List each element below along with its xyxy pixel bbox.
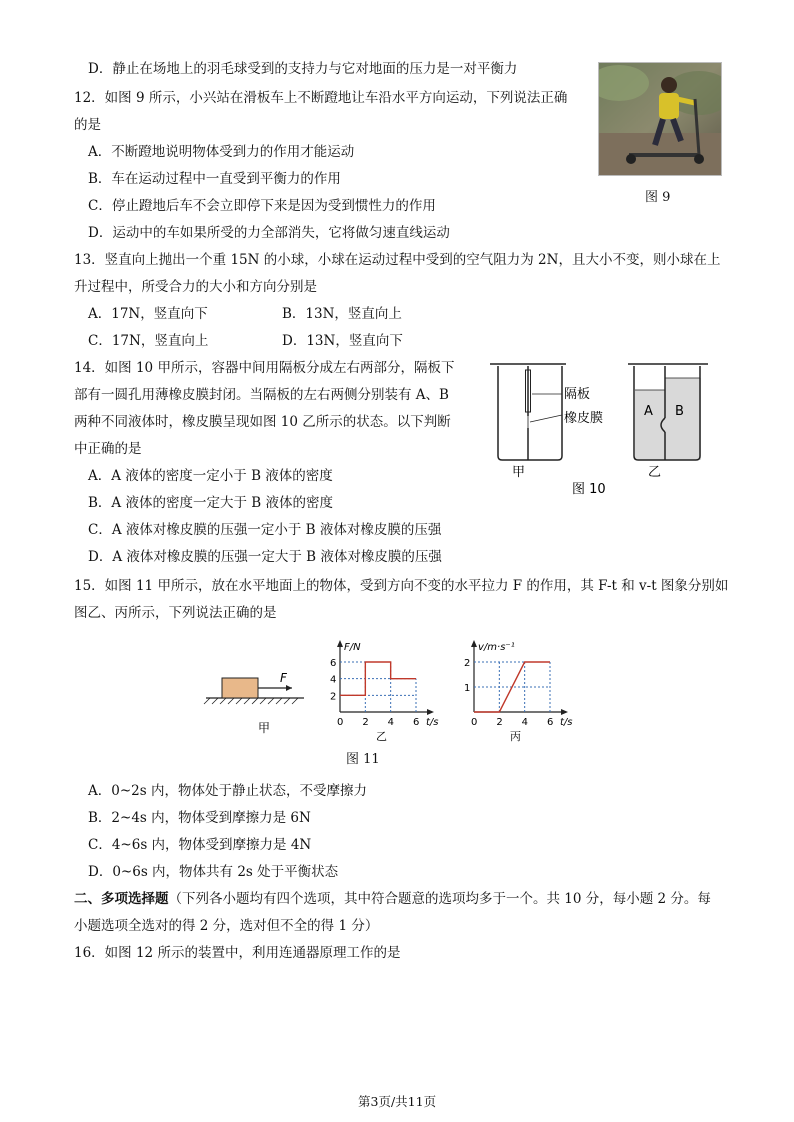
q13-option-a: A．17N，竖直向下 [88, 306, 208, 322]
q13-option-c: C．17N，竖直向上 [88, 333, 209, 349]
figure-11-jia [200, 660, 310, 740]
ft-x-arrow [427, 709, 434, 715]
q12-stem-line1: 12．如图 9 所示，小兴站在滑板车上不断蹬地让车沿水平方向运动，下列说法正确 [74, 90, 568, 106]
ft-y-tick-label: 4 [330, 674, 337, 686]
ft-x-tick-label: 0 [337, 717, 344, 728]
vt-y-arrow [471, 640, 477, 647]
q14-stem-line4: 中正确的是 [74, 441, 142, 457]
section-2-desc2: 小题选项全选对的得 2 分，选对但不全的得 1 分） [74, 918, 379, 934]
page-footer: 第3页/共11页 [358, 1094, 437, 1109]
vt-x-tick-label: 2 [496, 717, 503, 728]
q12-option-c: C．停止蹬地后车不会立即停下来是因为受到惯性力的作用 [88, 198, 436, 214]
q15-stem-line1: 15．如图 11 甲所示，放在水平地面上的物体，受到方向不变的水平拉力 F 的作用，其 F-t 和 v-t 图象分别如 [74, 578, 729, 594]
figure-10 [488, 360, 718, 505]
q12-stem-line2: 的是 [74, 117, 101, 133]
ft-x-tick-label: 2 [362, 717, 369, 728]
ft-y-tick-label: 2 [330, 691, 337, 703]
q14-option-a: A．A 液体的密度一定小于 B 液体的密度 [88, 468, 333, 484]
vt-x-arrow [561, 709, 568, 715]
q12-option-a: A．不断蹬地说明物体受到力的作用才能运动 [88, 144, 355, 160]
ft-x-tick-label: 4 [387, 717, 395, 728]
vt-x-tick-label: 0 [471, 717, 478, 728]
figure-11-vt-chart [452, 632, 582, 742]
q12-option-d: D．运动中的车如果所受的力全部消失，它将做匀速直线运动 [88, 225, 450, 241]
section-2-desc1: （下列各小题均有四个选项，其中符合题意的选项均多于一个。共 10 分，每小题 2 分。每 [168, 891, 711, 907]
q14-stem-line2: 部有一圆孔用薄橡皮膜封闭。当隔板的左右两侧分别装有 A、B [74, 387, 449, 403]
q16-stem: 16．如图 12 所示的装置中，利用连通器原理工作的是 [74, 945, 401, 961]
figure-9-photo [598, 62, 722, 176]
label-a: A [644, 404, 653, 419]
ft-y-label: F/N [344, 642, 361, 653]
force-label: F [280, 671, 287, 685]
ft-x-tick-label: 6 [413, 717, 420, 728]
q11-option-d: D．静止在场地上的羽毛球受到的支持力与它对地面的压力是一对平衡力 [88, 61, 518, 77]
q15-stem-line2: 图乙、丙所示，下列说法正确的是 [74, 605, 277, 621]
label-partition: 隔板 [564, 387, 591, 402]
figure-11-caption: 图 11 [346, 752, 380, 767]
q15-option-d: D．0~6s 内，物体共有 2s 处于平衡状态 [88, 864, 339, 880]
vt-x-tick-label: 4 [521, 717, 529, 728]
vt-x-label: t/s [560, 717, 573, 728]
label-jia-11: 甲 [258, 721, 271, 735]
ft-panel-label: 乙 [376, 730, 387, 742]
figure-10-caption: 图 10 [572, 482, 606, 497]
figure-11-ft-chart [318, 632, 448, 742]
ft-x-label: t/s [426, 717, 439, 728]
label-b: B [675, 404, 684, 419]
q13-stem-line2: 升过程中，所受合力的大小和方向分别是 [74, 279, 317, 295]
vt-y-tick-label: 1 [464, 683, 471, 694]
q14-stem-line1: 14．如图 10 甲所示，容器中间用隔板分成左右两部分，隔板下 [74, 360, 455, 376]
q13-option-b: B．13N，竖直向上 [282, 306, 402, 322]
q14-option-b: B．A 液体的密度一定大于 B 液体的密度 [88, 495, 333, 511]
q15-option-c: C．4~6s 内，物体受到摩擦力是 4N [88, 837, 312, 853]
vt-panel-label: 丙 [510, 730, 521, 742]
label-jia-10: 甲 [512, 465, 526, 480]
q13-option-d: D．13N，竖直向下 [282, 333, 403, 349]
figure-9-caption: 图 9 [645, 190, 671, 205]
section-2-title: 二、多项选择题 [74, 891, 169, 907]
q15-option-a: A．0~2s 内，物体处于静止状态，不受摩擦力 [88, 783, 367, 799]
q15-option-b: B．2~4s 内，物体受到摩擦力是 6N [88, 810, 311, 826]
q14-stem-line3: 两种不同液体时，橡皮膜呈现如图 10 乙所示的状态。以下判断 [74, 414, 451, 430]
ft-y-arrow [337, 640, 343, 647]
section-2-heading [74, 890, 711, 908]
q12-option-b: B．车在运动过程中一直受到平衡力的作用 [88, 171, 341, 187]
vt-y-tick-label: 2 [464, 658, 471, 669]
vt-x-tick-label: 6 [547, 717, 554, 728]
label-yi-10: 乙 [648, 465, 662, 480]
q13-stem-line1: 13．竖直向上抛出一个重 15N 的小球，小球在运动过程中受到的空气阻力为 2N，且大小不变，则小球在上 [74, 252, 721, 268]
vt-y-label: v/m·s⁻¹ [478, 642, 515, 653]
q14-option-d: D．A 液体对橡皮膜的压强一定大于 B 液体对橡皮膜的压强 [88, 549, 442, 565]
q14-option-c: C．A 液体对橡皮膜的压强一定小于 B 液体对橡皮膜的压强 [88, 522, 442, 538]
label-membrane: 橡皮膜 [564, 411, 604, 426]
ft-y-tick-label: 6 [330, 658, 337, 669]
